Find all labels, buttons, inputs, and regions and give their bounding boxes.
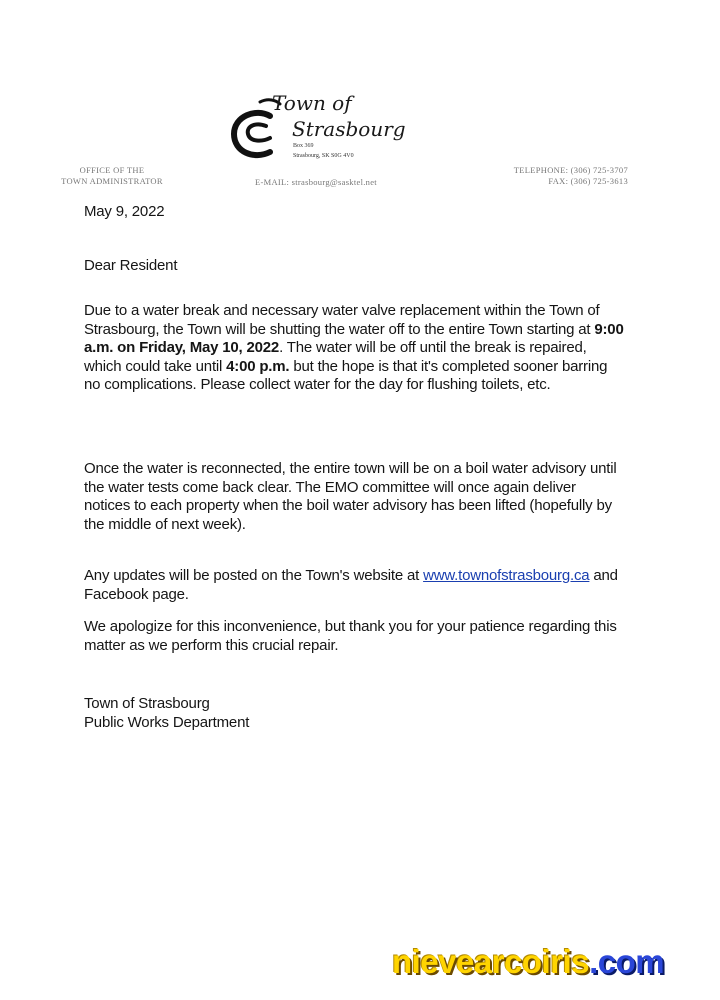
- watermark-name: nievearcoiris: [392, 943, 590, 980]
- signature-line-1: Town of Strasbourg: [84, 695, 210, 712]
- logo-wordmark: [272, 90, 406, 142]
- logo-line-2: Strasbourg: [292, 117, 406, 141]
- paragraph-1: [84, 302, 624, 395]
- paragraph-3-text-b: and Facebook page.: [84, 567, 618, 603]
- signature-block: [84, 695, 249, 732]
- paragraph-1-text-c: . The water will be off until the break is repaired, which could take until: [84, 339, 587, 375]
- telephone: TELEPHONE: (306) 725-3707: [513, 165, 628, 175]
- logo-line-1: Town of: [272, 91, 352, 115]
- restore-time: 4:00 p.m.: [226, 357, 290, 375]
- shutoff-time: 9:00 a.m. on Friday, May 10, 2022: [84, 320, 624, 356]
- paragraph-4: We apologize for this inconvenience, but thank you for your patience regarding this matter as we perform this crucial repair.: [84, 618, 617, 654]
- signature-line-2: Public Works Department: [84, 713, 250, 731]
- phone-fax-label: [476, 165, 628, 187]
- paragraph-3-text-a: Any updates will be posted on the Town's website at: [84, 567, 424, 584]
- address-postal: Strasbourg, SK S0G 4V0: [293, 153, 354, 159]
- watermark-tld: com: [597, 943, 665, 980]
- paragraph-3: [84, 567, 624, 604]
- watermark: [392, 940, 664, 984]
- watermark-dot: .: [589, 943, 598, 980]
- email-label: E-MAIL: strasbourg@sasktel.net: [255, 177, 377, 187]
- letter-date: May 9, 2022: [84, 203, 165, 220]
- office-line-2: TOWN ADMINISTRATOR: [61, 176, 163, 186]
- paragraph-1-text-d: but the hope is that it's completed sooner barring no complications. Please collect water for the day for flushing toilets, etc.: [84, 357, 608, 393]
- office-label: [42, 165, 182, 187]
- address-box: Box 369: [293, 143, 314, 149]
- paragraph-2: Once the water is reconnected, the entire town will be on a boil water advisory until the water tests come back clear. The EMO committee will once again deliver notices to each property when the boil water advisory has been lifted (hopefully by the middle of next week).: [84, 460, 617, 533]
- letterhead-address: [293, 141, 354, 161]
- fax: FAX: (306) 725-3613: [548, 176, 628, 186]
- town-website-link[interactable]: www.townofstrasbourg.ca: [423, 567, 590, 584]
- office-line-1: OFFICE OF THE: [79, 165, 145, 175]
- salutation: Dear Resident: [84, 257, 178, 274]
- paragraph-1-text-a: Due to a water break and necessary water valve replacement within the Town of Strasbourg, the Town will be shutting the water off to the entire Town starting at: [84, 302, 600, 338]
